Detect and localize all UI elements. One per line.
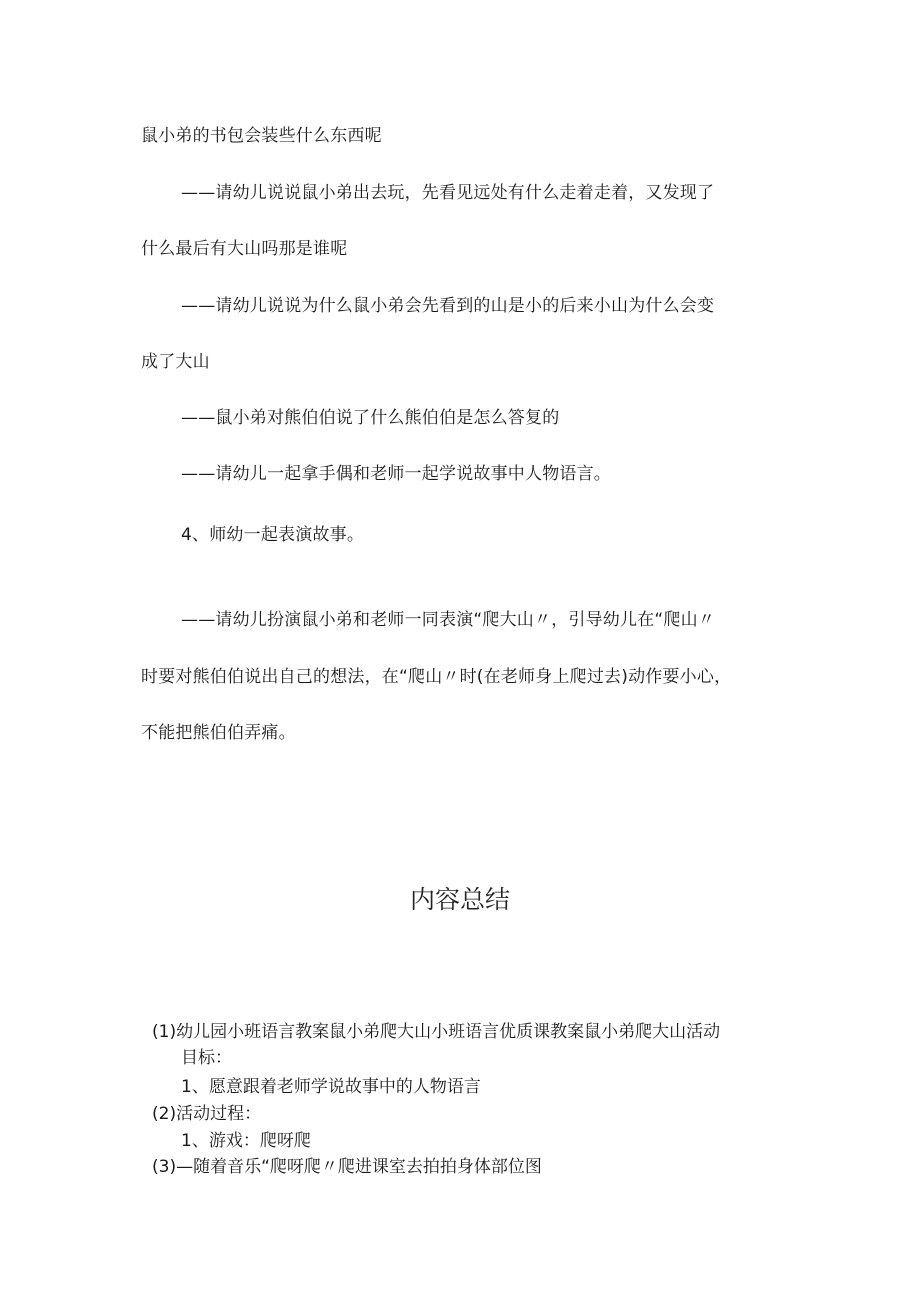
paragraph-line: ——鼠小弟对熊伯伯说了什么熊伯伯是怎么答复的 (181, 408, 560, 428)
paragraph-line: 成了大山 (141, 352, 210, 372)
summary-item: (1)幼儿园小班语言教案鼠小弟爬大山小班语言优质课教案鼠小弟爬大山活动 (152, 1022, 721, 1042)
summary-item: 目标： (181, 1048, 232, 1068)
summary-item: (2)活动过程： (152, 1104, 262, 1124)
summary-title: 内容总结 (409, 885, 510, 914)
summary-item: 1、游戏：爬呀爬 (181, 1131, 311, 1151)
paragraph-line: 不能把熊伯伯弄痛。 (141, 723, 296, 743)
paragraph-line: ——请幼儿说说为什么鼠小弟会先看到的山是小的后来小山为什么会变 (181, 296, 715, 316)
paragraph-line: 什么最后有大山吗那是谁呢 (141, 239, 348, 259)
paragraph-line: 鼠小弟的书包会装些什么东西呢 (141, 126, 382, 146)
paragraph-line: ——请幼儿说说鼠小弟出去玩，先看见远处有什么走着走着，又发现了 (181, 183, 715, 203)
paragraph-line: ——请幼儿一起拿手偶和老师一起学说故事中人物语言。 (181, 464, 611, 484)
summary-item: (3)—随着音乐“爬呀爬〃爬进课室去拍拍身体部位图 (152, 1157, 542, 1177)
summary-item: 1、愿意跟着老师学说故事中的人物语言 (181, 1077, 481, 1097)
paragraph-line: ——请幼儿扮演鼠小弟和老师一同表演“爬大山〃，引导幼儿在“爬山〃 (181, 610, 716, 630)
paragraph-line: 4、师幼一起表演故事。 (181, 525, 365, 545)
paragraph-line: 时要对熊伯伯说出自己的想法，在“爬山〃时(在老师身上爬过去)动作要小心， (141, 667, 732, 687)
